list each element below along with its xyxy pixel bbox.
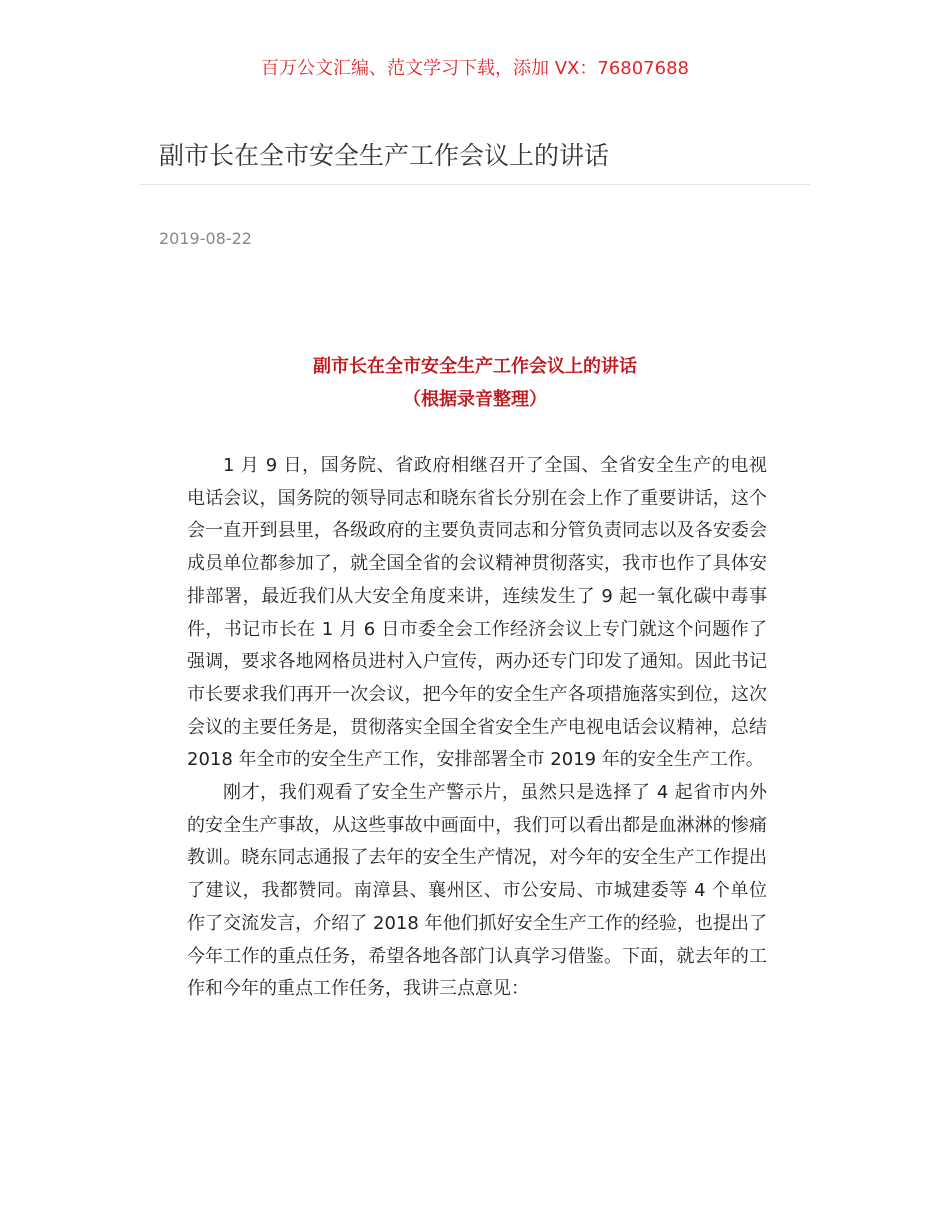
body-paragraph: 刚才，我们观看了安全生产警示片，虽然只是选择了 4 起省市内外的安全生产事故，从这些事故中画面中，我们可以看出都是血淋淋的惨痛教训。晓东同志通报了去年的安全生产情况，对今年的安全生产工作提出了建议，我都赞同。南漳县、襄州区、市公安局、市城建委等 4 个单位作了交流发言，介绍了 2018 年他们抓好安全生产工作的经验，也提出了今年工作的重点任务，希望各地各部门认真学习借鉴。下面，就去年的工作和今年的重点工作任务，我讲三点意见： xyxy=(187,782,767,1000)
speech-heading: 副市长在全市安全生产工作会议上的讲话 xyxy=(313,356,637,377)
publish-date: 2019-08-22 xyxy=(159,229,252,248)
article-body xyxy=(187,450,767,1006)
title-divider xyxy=(140,184,810,185)
speech-subheading: （根据录音整理） xyxy=(403,389,547,410)
body-paragraph: 1 月 9 日，国务院、省政府相继召开了全国、全省安全生产的电视电话会议，国务院的领导同志和晓东省长分别在会上作了重要讲话，这个会一直开到县里，各级政府的主要负责同志和分管负责同志以及各安委会成员单位都参加了，就全国全省的会议精神贯彻落实，我市也作了具体安排部署，最近我们从大安全角度来讲，连续发生了 9 起一氧化碳中毒事件，书记市长在 1 月 6 日市委全会工作经济会议上专门就这个问题作了强调，要求各地网格员进村入户宣传，两办还专门印发了通知。因此书记市长要求我们再开一次会议，把今年的安全生产各项措施落实到位，这次会议的主要任务是，贯彻落实全国全省安全生产电视电话会议精神，总结 2018 年全市的安全生产工作，安排部署全市 2019 年的安全生产工作。 xyxy=(187,455,767,771)
article-title: 副市长在全市安全生产工作会议上的讲话 xyxy=(159,141,610,170)
promo-banner: 百万公文汇编、范文学习下载，添加 VX：76807688 xyxy=(261,58,689,79)
